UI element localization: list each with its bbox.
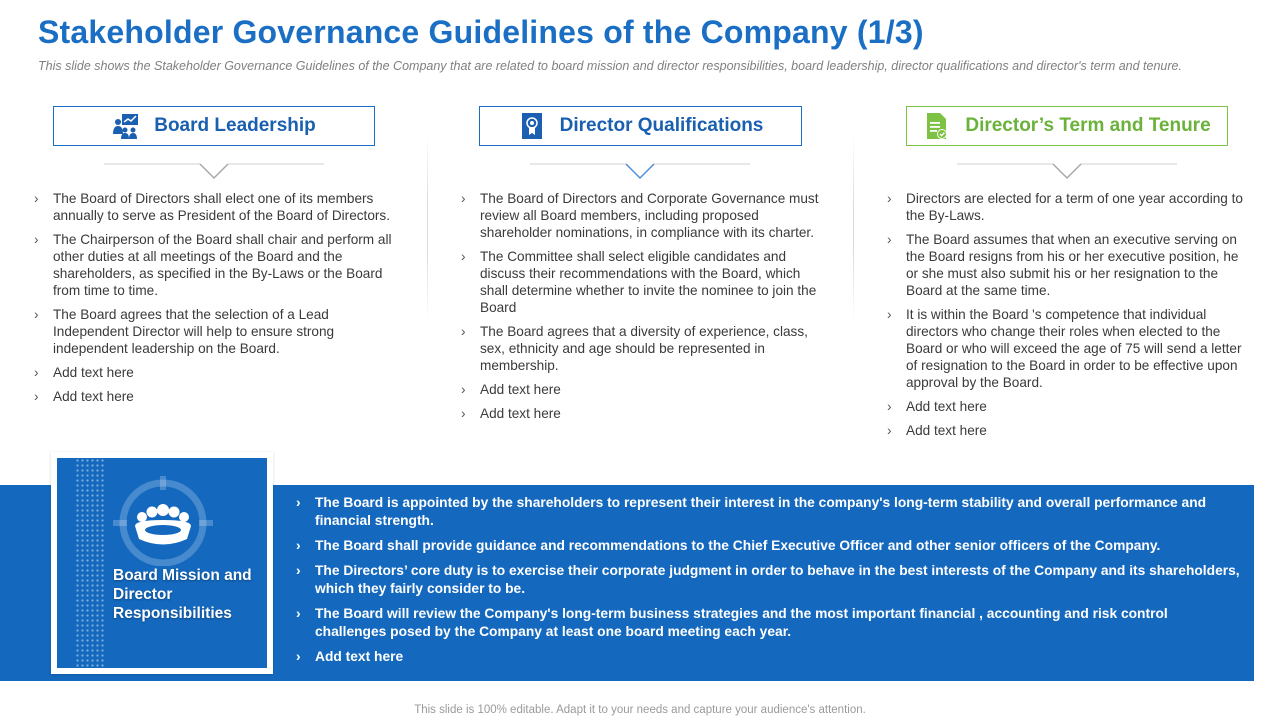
board-meeting-icon [112, 112, 140, 140]
list-item: › Add text here [461, 381, 823, 398]
list-item: › The Board agrees that a diversity of experience, class, sex, ethnicity and age should be represented in membership. [461, 323, 823, 374]
list-item: › The Board shall provide guidance and recommendations to the Chief Executive Officer and other senior officers of the Company. [296, 537, 1241, 555]
list-item: › Add text here [34, 364, 394, 381]
mission-card [51, 452, 273, 674]
term-tenure-title: Director’s Term and Tenure [965, 115, 1211, 136]
certificate-icon [518, 112, 546, 140]
page-subtitle: This slide shows the Stakeholder Governance Guidelines of the Company that are related to board mission and director responsibilities, board leadership, director qualifications and director's term and tenure. [38, 59, 1182, 73]
board-leadership-list [34, 190, 394, 412]
list-item: › The Committee shall select eligible candidates and discuss their recommendations with the Board, which shall determine whether to invite the nominee to join the Board [461, 248, 823, 316]
dot-pattern [75, 458, 105, 668]
mission-bullet-list [296, 494, 1241, 673]
list-item: › The Directors’ core duty is to exercise their corporate judgment in order to behave in the best interests of the Company and its shareholders, which they fairly consider to be. [296, 562, 1241, 598]
mission-label: Board Mission and Director Responsibilities [113, 567, 252, 622]
footer-note: This slide is 100% editable. Adapt it to your needs and capture your audience's attention. [414, 704, 866, 716]
board-leadership-header [53, 106, 375, 146]
list-item: › The Board of Directors and Corporate Governance must review all Board members, including proposed shareholder nominations, in compliance with its charter. [461, 190, 823, 241]
list-item: › Add text here [461, 405, 823, 422]
board-leadership-title: Board Leadership [154, 115, 316, 136]
list-item: › Add text here [887, 422, 1247, 439]
page-title: Stakeholder Governance Guidelines of the Company (1/3) [38, 14, 924, 50]
document-check-icon [923, 112, 951, 140]
director-qualifications-title: Director Qualifications [559, 115, 764, 136]
chevron-down-icon [957, 160, 1177, 182]
list-item: › The Chairperson of the Board shall chair and perform all other duties at all meetings of the Board and the shareholders, as specified in the By-Laws or the Board from time to time. [34, 231, 394, 299]
mission-card-inner [57, 458, 267, 668]
list-item: › Add text here [887, 398, 1247, 415]
chevron-down-icon [530, 160, 750, 182]
director-qualifications-list [461, 190, 823, 429]
column-divider [427, 133, 428, 323]
list-item: › The Board is appointed by the shareholders to represent their interest in the company's long-term stability and overall performance and financial strength. [296, 494, 1241, 530]
list-item: › Directors are elected for a term of one year according to the By-Laws. [887, 190, 1247, 224]
list-item: › The Board of Directors shall elect one of its members annually to serve as President of the Board of Directors. [34, 190, 394, 224]
list-item: › The Board assumes that when an executive serving on the Board resigns from his or her executive position, he or she must also submit his or her resignation to the Board at the same time. [887, 231, 1247, 299]
chevron-down-icon [104, 160, 324, 182]
list-item: › The Board agrees that the selection of a Lead Independent Director will help to ensure strong independent leadership on the Board. [34, 306, 394, 357]
list-item: › The Board will review the Company's long-term business strategies and the most important financial , accounting and risk control challenges posed by the Company at least one board meeting each year. [296, 605, 1241, 641]
director-qualifications-header [479, 106, 802, 146]
list-item: › It is within the Board 's competence that individual directors who change their roles when elected to the Board or who will exceed the age of 75 will send a letter of resignation to the Board in order to be effective upon approval by the Board. [887, 306, 1247, 391]
term-tenure-header [906, 106, 1228, 146]
term-tenure-list [887, 190, 1247, 446]
list-item: › Add text here [296, 648, 1241, 666]
list-item: › Add text here [34, 388, 394, 405]
board-table-icon [113, 476, 213, 566]
column-divider [853, 133, 854, 323]
